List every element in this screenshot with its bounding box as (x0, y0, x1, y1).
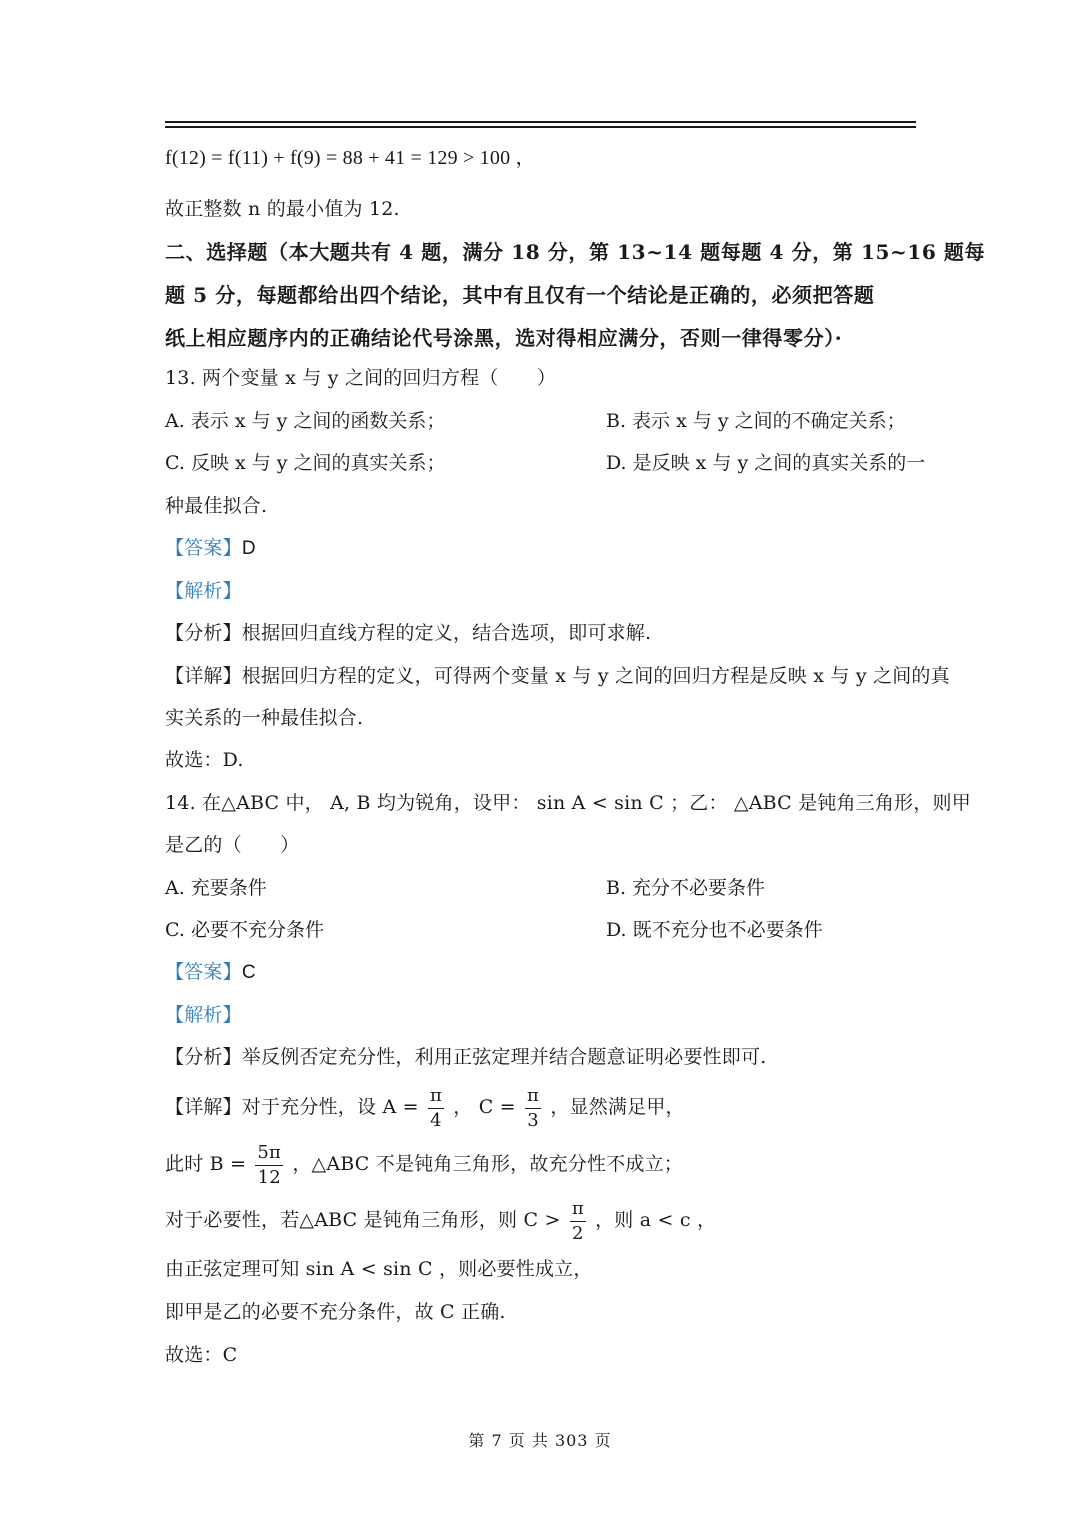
answer-tag: 【答案】 (165, 961, 242, 983)
q14-detail-line-5: 即甲是乙的必要不充分条件，故 C 正确. (165, 1301, 506, 1323)
fraction-pi-over-4: $\frac{\pi}{4}$ (429, 1084, 442, 1131)
q13-detail-line-2: 实关系的一种最佳拟合. (165, 707, 364, 729)
question-14-stem-line-2: 是乙的（ ） (165, 834, 300, 856)
q13-option-d: D. 是反映 x 与 y 之间的真实关系的一 (606, 452, 926, 474)
q14-detail-line-4: 由正弦定理可知 sin A < sin C ，则必要性成立， (165, 1258, 593, 1280)
q13-option-a: A. 表示 x 与 y 之间的函数关系； (165, 410, 446, 432)
q14-analysis-tag: 【解析】 (165, 1004, 242, 1026)
q14-analysis: 【分析】举反例否定充分性，利用正弦定理并结合题意证明必要性即可. (165, 1046, 767, 1068)
q14-detail-line-3: 对于必要性，若△ABC 是钝角三角形，则 C > $\frac{\pi}{2}$ ，则 a < c ， (165, 1197, 717, 1244)
q14-option-a: A. 充要条件 (165, 877, 267, 899)
fraction-pi-over-3: $\frac{\pi}{3}$ (527, 1084, 540, 1131)
q13-option-d-continued: 种最佳拟合. (165, 495, 268, 517)
q13-option-b: B. 表示 x 与 y 之间的不确定关系； (606, 410, 906, 432)
question-14-stem-line-1: 14. 在△ABC 中， A, B 均为锐角，设甲： sin A < sin C ；乙： △ABC 是钝角三角形，则甲 (165, 792, 971, 814)
q13-choice: 故选：D. (165, 749, 244, 771)
page-footer: 第 7 页 共 303 页 (468, 1431, 612, 1450)
answer-value: D (241, 538, 256, 559)
answer-tag: 【答案】 (165, 537, 242, 559)
q14-option-d: D. 既不充分也不必要条件 (606, 919, 823, 941)
question-13-stem: 13. 两个变量 x 与 y 之间的回归方程（ ） (165, 367, 557, 389)
header-rule-top (165, 121, 916, 123)
min-n-conclusion: 故正整数 n 的最小值为 12. (165, 198, 400, 220)
fraction-pi-over-2: $\frac{\pi}{2}$ (571, 1197, 584, 1244)
q14-answer (165, 957, 916, 988)
section-heading-line-3: 纸上相应题序内的正确结论代号涂黑，选对得相应满分，否则一律得零分）· (165, 326, 843, 350)
q14-choice: 故选：C (165, 1344, 238, 1366)
recurrence-calculation: f(12) = f(11) + f(9) = 88 + 41 = 129 > 100 ， (165, 147, 536, 169)
section-heading-line-1: 二、选择题（本大题共有 4 题，满分 18 分，第 13~14 题每题 4 分，第 15~16 题每 (165, 240, 986, 264)
q13-analysis: 【分析】根据回归直线方程的定义，结合选项，即可求解. (165, 622, 652, 644)
section-heading-line-2: 题 5 分，每题都给出四个结论，其中有且仅有一个结论是正确的，必须把答题 (165, 283, 875, 307)
fraction-5pi-over-12: $\frac{5\pi}{12}$ (257, 1141, 282, 1188)
q14-option-b: B. 充分不必要条件 (606, 877, 766, 899)
q14-detail-line-2: 此时 B = $\frac{5\pi}{12}$ ，△ABC 不是钝角三角形，故充分性不成立； (165, 1141, 683, 1188)
header-rule-bottom (165, 126, 916, 128)
q13-answer (165, 533, 916, 564)
q13-analysis-tag: 【解析】 (165, 580, 242, 602)
q13-detail-line-1: 【详解】根据回归方程的定义，可得两个变量 x 与 y 之间的回归方程是反映 x 与 y 之间的真 (165, 665, 950, 687)
q14-detail-line-1: 【详解】对于充分性，设 A = $\frac{\pi}{4}$ ， C = $\frac{\pi}{3}$ ，显然满足甲， (165, 1084, 685, 1131)
q13-option-c: C. 反映 x 与 y 之间的真实关系； (165, 452, 446, 474)
q14-option-c: C. 必要不充分条件 (165, 919, 324, 941)
answer-value: C (241, 962, 256, 983)
